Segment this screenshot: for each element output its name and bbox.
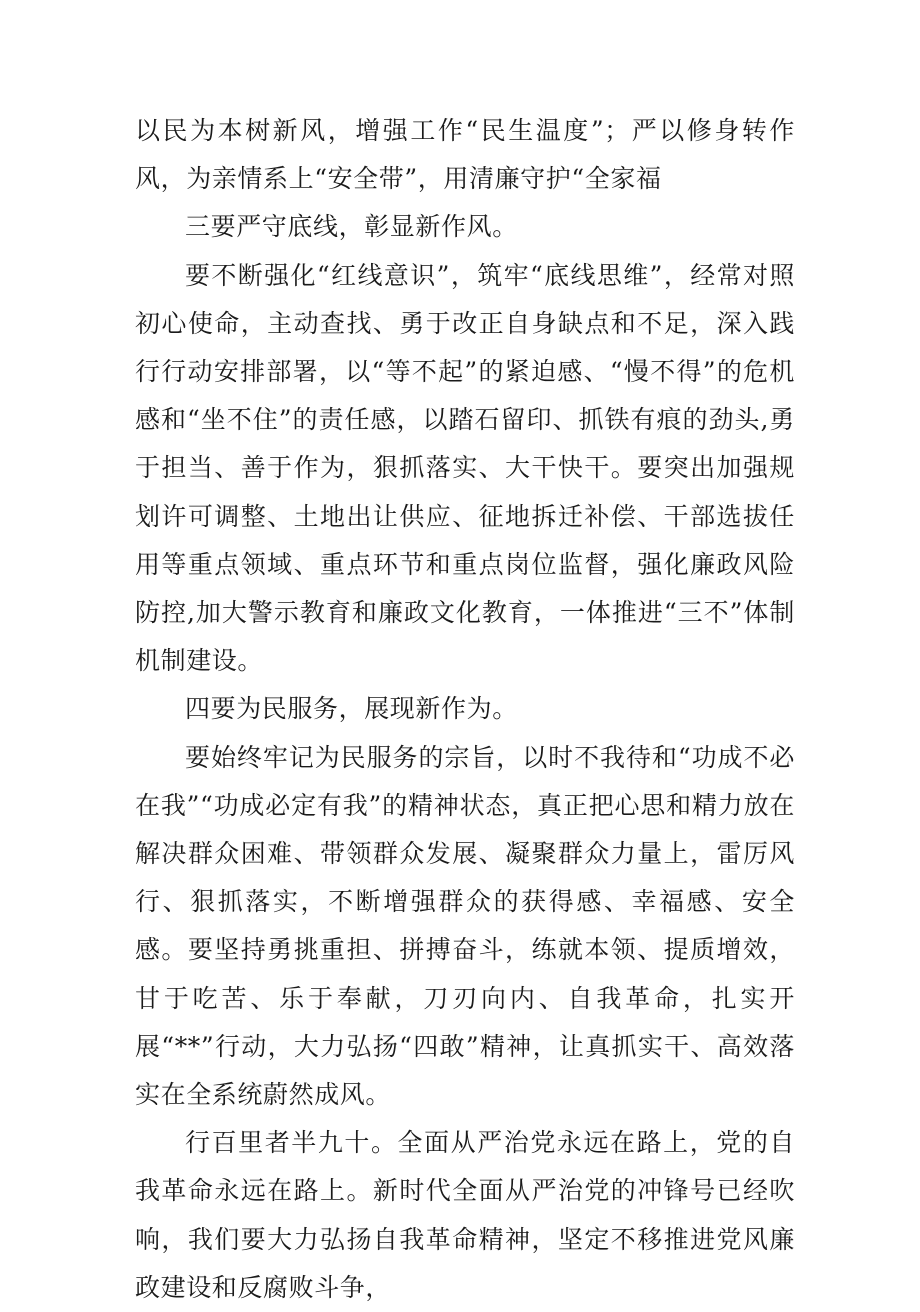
paragraph-serve-people: 要始终牢记为民服务的宗旨，以时不我待和“功成不必在我”“功成必定有我”的精神状态，真正把心思和精力放在解决群众困难、带领群众发展、凝聚群众力量上，雷厉风行、狠抓落实，不断增强群众的获得感、幸福感、安全感。要坚持勇挑重担、拼搏奋斗，练就本领、提质增效，甘于吃苦、乐于奉献，刀刃向内、自我革命，扎实开展“**”行动，大力弘扬“四敢”精神，让真抓实干、高效落实在全系统蔚然成风。 [135, 742, 795, 1110]
section-heading-four: 四要为民服务，展现新作为。 [185, 694, 518, 724]
section-heading-three: 三要严守底线，彰显新作风。 [185, 212, 518, 242]
paragraph-continuation: 以民为本树新风，增强工作“民生温度”；严以修身转作风，为亲情系上“安全带”，用清廉守护“全家福 [135, 116, 795, 194]
paragraph-conclusion: 行百里者半九十。全面从严治党永远在路上，党的自我革命永远在路上。新时代全面从严治党的冲锋号已经吹响，我们要大力弘扬自我革命精神，坚定不移推进党风廉政建设和反腐败斗争， [135, 1128, 795, 1302]
paragraph-bottom-line: 要不断强化“红线意识”，筑牢“底线思维”，经常对照初心使命，主动查找、勇于改正自身缺点和不足，深入践行行动安排部署，以“等不起”的紧迫感、“慢不得”的危机感和“坐不住”的责任感，以踏石留印、抓铁有痕的劲头,勇于担当、善于作为，狠抓落实、大干快干。要突出加强规划许可调整、土地出让供应、征地拆迁补偿、干部选拔任用等重点领域、重点环节和重点岗位监督，强化廉政风险防控,加大警示教育和廉政文化教育，一体推进“三不”体制机制建设。 [135, 260, 795, 676]
document-body [135, 107, 795, 1312]
